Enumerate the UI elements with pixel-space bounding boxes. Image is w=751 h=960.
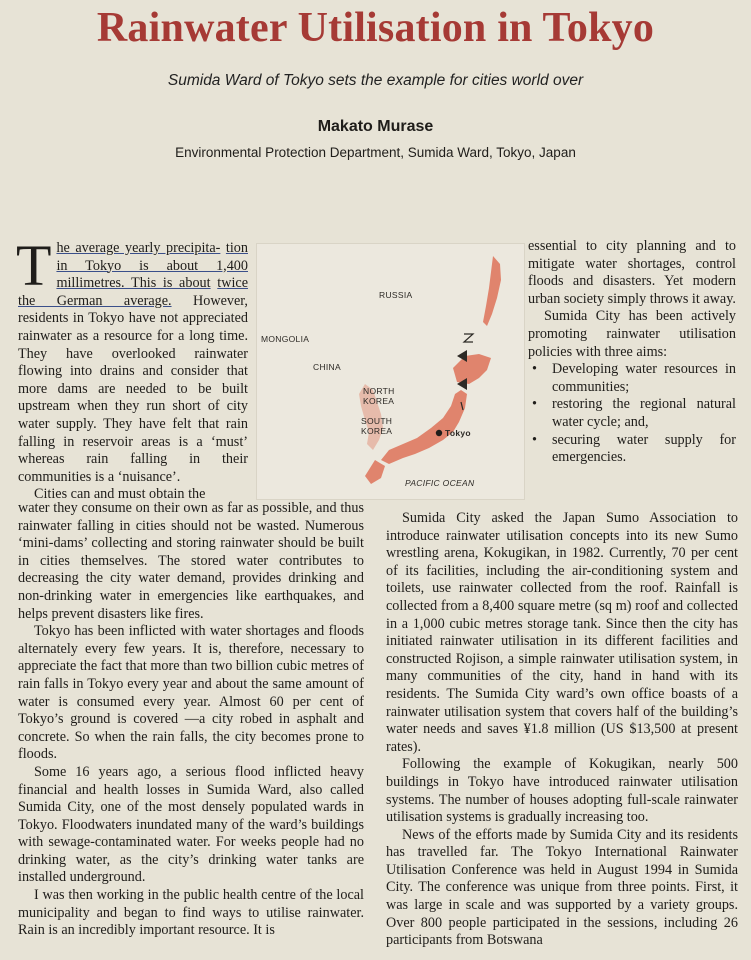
paragraph-cities-cont: water they consume on their own as far as possible, and thus rainwater falling in cities should not be wasted. Numerous ‘mini-dams’ collecting and storing rainwater should be built in cities themselves. The stored water contributes to decreasing the city water demand, provides drinking and non-drinking water in emergencies like earthquakes, and helps prevent disasters like fires. [18, 500, 364, 622]
drop-cap: T [16, 233, 52, 298]
author-affiliation: Environmental Protection Department, Sumida Ward, Tokyo, Japan [175, 145, 576, 160]
map-label-pacific-ocean: PACIFIC OCEAN [405, 478, 475, 488]
east-asia-map [257, 244, 524, 499]
map-label-mongolia: MONGOLIA [261, 334, 310, 344]
body-column-right-top [528, 238, 736, 467]
list-item: • Developing water resources in communities; [528, 361, 736, 396]
sakhalin-island [483, 256, 501, 326]
map-figure [256, 243, 525, 500]
north-arrow-icon [464, 334, 473, 342]
underlined-text: twice the German average. [18, 275, 249, 309]
author-name: Makato Murase [317, 118, 434, 135]
paragraph-text: However, residents in Tokyo have not appreciated rainwater as a resource for a long time. They have overlooked rainwater flowing into drains and consider that more dams are needed to be built upstream when they run short of city water supply. They have felt that rain falling in reservoir areas is a ‘must’ whereas rain falling in their communities is a ‘nuisance’. [18, 292, 248, 485]
paragraph-author: I was then working in the public health centre of the local municipality and began to find ways to utilise rainwater. Rain is an incredibly important resource. It is [18, 887, 364, 939]
tokyo-marker-icon [436, 430, 442, 436]
map-label-south-korea: SOUTH [361, 416, 393, 426]
underlined-text: tion in Tokyo is about 1,400 [56, 240, 248, 274]
article-title: Rainwater Utilisation in Tokyo [96, 5, 655, 51]
paragraph-cities-start: Cities can and must obtain the [34, 486, 206, 503]
paragraph-floods: Tokyo has been inflicted with water shortages and floods alternately every few years. It is, therefore, necessary to appreciate the fact that more than two billion cubic metres of rain falls in Tokyo every year and about the same amount of water is consumed every year. Almost 60 per cent of Tokyo’s ground is covered —a city robed in asphalt and concrete. So when the rain falls, the city becomes prone to floods. [18, 623, 364, 763]
paragraph-history: Some 16 years ago, a serious flood inflicted heavy financial and health losses in Sumida Ward, also called Sumida City, one of the most densely populated wards in Tokyo. Floodwaters inundated many of the ward’s buildings with sewage-contaminated water. For weeks people had no drinking water, as the city’s drinking water tanks are installed underground. [18, 763, 364, 886]
map-label-china: CHINA [313, 362, 341, 372]
body-column-right-bottom [386, 510, 738, 950]
hokkaido-island [453, 354, 491, 384]
list-item: • securing water supply for emergencies. [528, 432, 736, 467]
underlined-text: millimetres. This is about [56, 275, 211, 292]
paragraph-essential: essential to city planning and to mitigate water shortages, control floods and disasters. Yet modern urban society simply throws it away. [528, 238, 736, 307]
article-subtitle: Sumida Ward of Tokyo sets the example for cities world over [167, 72, 584, 89]
map-label-south-korea: KOREA [361, 426, 393, 436]
paragraph-sumo: Sumida City asked the Japan Sumo Association to introduce rainwater utilisation concepts into its new Sumo wrestling arena, Kokugikan, in 1982. Currently, 70 per cent of its facilities, including the air-conditioning system and toilets, use rainwater collected from the roof. Rainfall is collected from a 8,400 square metre (sq m) roof and collected in a 1,000 cubic metres storage tank. Since then the city has initiated rainwater utilisation in its different facilities and constructed Rojison, a simple rainwater utilisation system, in many communities of the city, hand in hand with its residents. The Sumida City ward’s own office boasts of a rainwater utilisation system that covers half of the building’s water needs and saves ¥1.8 million (US $13,500 at present rates). [386, 510, 738, 755]
paragraph-aims-intro: Sumida City has been actively promoting rainwater utilisation policies with three aims: [528, 308, 736, 360]
paragraph-conference: News of the efforts made by Sumida City and its residents has travelled far. The Tokyo International Rainwater Utilisation Conference was held in August 1994 in Sumida City. The conference was unique from three points. First, it was large in scale and was supported by a variety groups. Over 800 people participated in the sessions, including 26 participants from Botswana [386, 826, 738, 949]
map-label-north-korea: NORTH [363, 386, 395, 396]
underlined-text: he average yearly precipita- [56, 240, 221, 256]
paragraph-kokugikan: Following the example of Kokugikan, nearly 500 buildings in Tokyo have introduced rainwater utilisation systems. The number of houses adopting full-scale rainwater utilisation systems is gradually increasing too. [386, 756, 738, 826]
list-item: • restoring the regional natural water cycle; and, [528, 396, 736, 431]
body-column-left-top [16, 233, 249, 504]
body-column-left-bottom [18, 500, 364, 940]
aims-list [528, 361, 736, 467]
kyushu-island [365, 460, 385, 484]
map-label-tokyo: Tokyo [445, 428, 471, 438]
paragraph-intro [16, 233, 249, 486]
map-label-north-korea: KOREA [363, 396, 395, 406]
map-label-russia: RUSSIA [379, 290, 413, 300]
